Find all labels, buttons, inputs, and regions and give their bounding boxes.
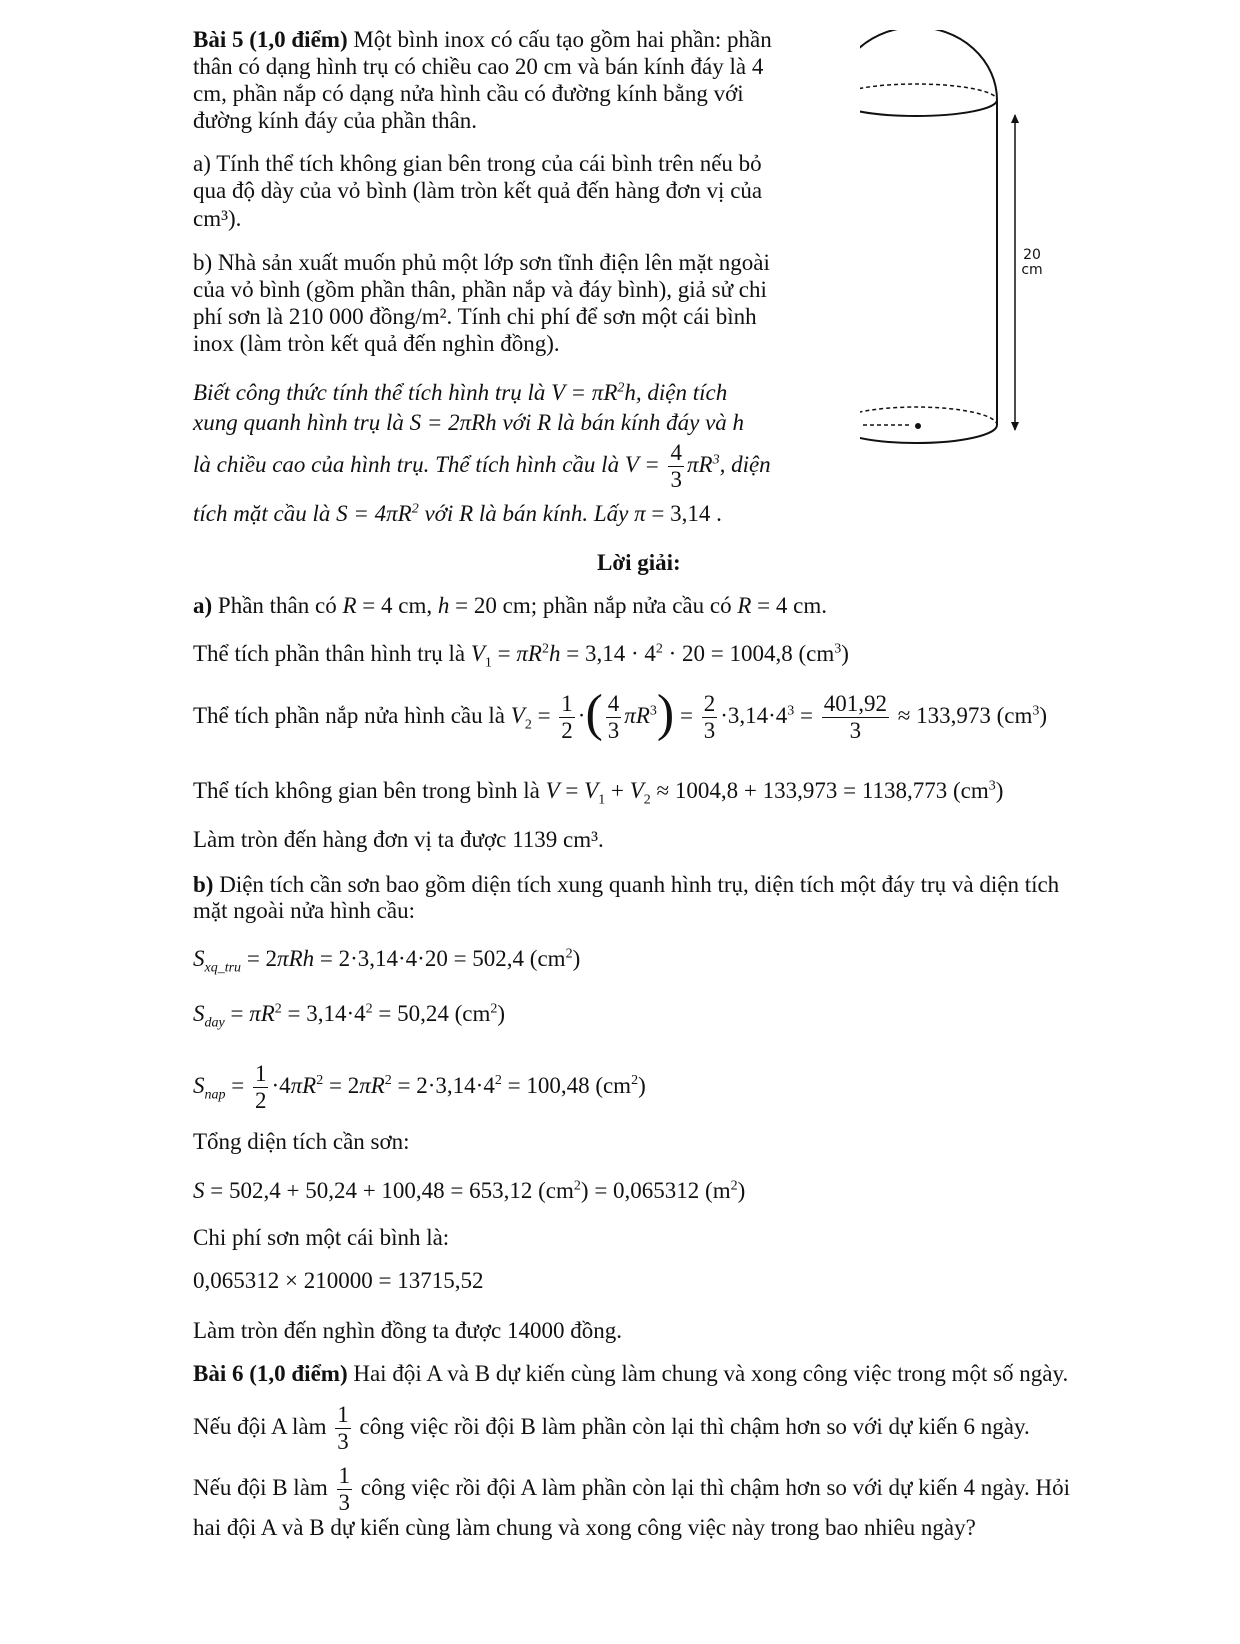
problem5-title: Bài 5 (1,0 điểm) — [193, 27, 348, 52]
solution-text: Thể tích không gian bên trong bình là — [193, 778, 540, 803]
hint-text: là bán kính. Lấy — [478, 501, 629, 526]
hint-text: tích mặt cầu là — [193, 501, 331, 526]
problem5-intro-2: thân có dạng hình trụ có chiều cao 20 cm và bán kính đáy là 4 — [193, 54, 764, 79]
hint-text: , diện tích — [635, 380, 728, 405]
answer-unit: đồng. — [570, 1318, 622, 1343]
part-label: b) — [193, 872, 214, 897]
answer-value: 14000 — [506, 1318, 565, 1343]
solution-text: Làm tròn đến hàng đơn vị ta được — [193, 827, 507, 852]
formula-v2: $V_2$ = $\frac{1}{2}$ ·( $\frac{4}{3}$ $\pi R^3$) = $\frac{2}{3}$ $\cdot 3,14\cdot 4^3$ = $\frac{401,92}{3}$ ≈ 133,973 $(cm^3)$ — [510, 684, 1048, 743]
formula-cylinder-area: S = 2πRh — [409, 410, 497, 435]
hint-text: là bán kính đáy và — [556, 410, 727, 435]
problem6-text: Hai đội A và B dự kiến cùng làm chung và xong công việc trong một số ngày. — [353, 1361, 1069, 1386]
hint-line-3 — [193, 440, 771, 493]
problem5-part-b-1: b) Nhà sản xuất muốn phủ một lớp sơn tĩnh điện lên mặt ngoài — [193, 250, 770, 275]
solution-cost-text: Chi phí sơn một cái bình là: — [193, 1225, 450, 1250]
fraction-one-third: $\frac{1}{3}$ — [338, 1463, 351, 1515]
hint-line-4 — [193, 500, 722, 528]
solution-text: Diện tích cần sơn bao gồm diện tích xung quanh hình trụ, diện tích một đáy trụ và diện tích — [219, 872, 1060, 897]
solution-b-line1 — [193, 871, 1059, 899]
solution-b-line2: mặt ngoài nửa hình cầu: — [193, 898, 415, 923]
formula-s-nap: $S_{nap}$ = $\frac{1}{2}$ $\cdot 4\pi R^2 = 2\pi R^2 = 2\cdot 3,14\cdot 4^2 = 100,48$ $(cm^2)$ — [193, 1061, 646, 1113]
problem5-part-a-3: cm³). — [193, 206, 242, 231]
formula-cylinder-volume: $V = \pi R^2h$ — [551, 380, 636, 405]
solution-a-line1: a) Phần thân có R = 4 cm, h = 20 cm; phần nắp nửa cầu có R = 4 cm. — [193, 593, 827, 618]
hint-line-2 — [193, 409, 744, 437]
hint-text: là chiều cao của hình trụ. Thể tích hình cầu là — [193, 451, 620, 477]
problem5-intro-3: cm, phần nắp có dạng nửa hình cầu có đường kính bằng với — [193, 81, 744, 106]
problem6-line1 — [193, 1360, 1068, 1388]
math: R — [737, 593, 752, 618]
solution-text: Thể tích phần nắp nửa hình cầu là — [193, 702, 505, 728]
answer-value: 1139 — [512, 827, 558, 852]
part-label: a) — [193, 593, 213, 618]
solution-text: cm, — [398, 593, 433, 618]
hint-text: với — [502, 410, 532, 435]
formula-sphere-area: $S = 4\pi R^2$ — [336, 501, 419, 526]
formula-s-day: $S_{day} = \pi R^2 = 3,14\cdot 4^2 = 50,24$ $(cm^2)$ — [193, 1001, 506, 1031]
base-center-dot — [915, 423, 921, 429]
formula-cost: 0,065312 × 210000 = 13715,52 — [193, 1268, 484, 1293]
cap-front-edge — [860, 100, 997, 116]
hint-text: Biết công thức tính thể tích hình trụ là — [193, 380, 546, 405]
cylinder-figure — [860, 30, 1060, 450]
problem5-intro-1: Một bình inox có cấu tạo gồm hai phần: phần — [353, 27, 772, 52]
solution-text: Phần thân có — [217, 593, 337, 618]
formula-pi: π = 3,14 . — [634, 501, 722, 526]
problem6-line2 — [193, 1402, 1030, 1455]
base-front-edge — [860, 425, 997, 443]
var-h: h — [732, 410, 745, 435]
cap-back-edge — [860, 84, 997, 100]
math: h — [437, 593, 450, 618]
arrow-up-icon — [1011, 114, 1019, 123]
height-label-unit: cm — [1021, 262, 1043, 278]
formula-s-xq: $S_{xq\_tru} = 2\pi Rh = 2\cdot 3,14\cdot 4\cdot 20 = 502,4$ $(cm^2)$ — [193, 946, 581, 976]
fraction-one-third: $\frac{1}{3}$ — [337, 1402, 349, 1454]
var-r: R — [537, 410, 552, 435]
formula-v-total: $V = V_1 + V_2 \approx 1004,8 + 133,973 = 1138,773$ $(cm^3)$ — [545, 778, 1004, 808]
formula-s-total: S = 502,4 + 50,24 + 100,48 = 653,12 $(cm^2) = 0,065312$ $(m^2)$ — [193, 1178, 746, 1203]
solution-round-a — [193, 826, 604, 854]
problem5-part-a-2: qua độ dày của vỏ bình (làm tròn kết quả đến hàng đơn vị của — [193, 178, 763, 203]
hint-text: , diện — [719, 451, 771, 477]
problem5-part-b-2: của vỏ bình (gồm phần thân, phần nắp và đáy bình), giả sử chi — [193, 277, 767, 302]
height-label-number: 20 — [1023, 247, 1041, 263]
problem6-line4: hai đội A và B dự kiến cùng làm chung và xong công việc này trong bao nhiêu ngày? — [193, 1515, 976, 1540]
problem6-text: công việc rồi đội B làm phần còn lại thì chậm hơn so với dự kiến 6 ngày. — [359, 1413, 1030, 1439]
solution-round-b — [193, 1317, 622, 1345]
answer-unit: cm³. — [563, 827, 604, 852]
base-back-edge — [860, 407, 997, 425]
solution-text: cm. — [793, 593, 827, 618]
problem6-text: Nếu đội A làm — [193, 1413, 327, 1439]
solution-text: Làm tròn đến nghìn đồng ta được — [193, 1318, 502, 1343]
solution-v1-line — [193, 640, 849, 671]
solution-v-line — [193, 777, 1004, 808]
hint-text: với — [424, 501, 454, 526]
problem6-title: Bài 6 (1,0 điểm) — [193, 1361, 348, 1386]
math: R — [342, 593, 357, 618]
problem5-part-b-4: inox (làm tròn kết quả đến nghìn đồng). — [193, 331, 560, 356]
var-r: R — [459, 501, 474, 526]
solution-text: cm; phần nắp nửa cầu có — [502, 593, 732, 618]
problem6-text: Nếu đội B làm — [193, 1474, 328, 1500]
hemisphere-cap — [860, 30, 997, 100]
problem6-line3 — [193, 1463, 1070, 1516]
solution-text: Thể tích phần thân hình trụ là — [193, 641, 466, 666]
formula-sphere-volume: V = $\frac{4}{3}$ $\pi R^3$ — [624, 440, 720, 492]
solution-total-text: Tổng diện tích cần sơn: — [193, 1129, 410, 1154]
problem5-intro-4: đường kính đáy của phần thân. — [193, 108, 477, 133]
problem5-part-b-3: phí sơn là 210 000 đồng/m². Tính chi phí để sơn một cái bình — [193, 304, 757, 329]
arrow-down-icon — [1011, 422, 1019, 431]
hint-text: xung quanh hình trụ là — [193, 410, 404, 435]
problem6-text: công việc rồi đội A làm phần còn lại thì chậm hơn so với dự kiến 4 ngày. Hỏi — [360, 1474, 1071, 1500]
solution-v2-line — [193, 684, 1048, 744]
problem5-part-a-1: a) Tính thể tích không gian bên trong của cái bình trên nếu bỏ — [193, 151, 762, 176]
hint-line-1 — [193, 379, 727, 407]
problem5-line1 — [193, 26, 772, 54]
solution-heading: Lời giải: — [597, 550, 681, 575]
formula-v1: $V_1 = \pi R^2h = 3,14 \cdot 4^2 \cdot 20 = 1004,8$ $(cm^3)$ — [470, 641, 849, 671]
